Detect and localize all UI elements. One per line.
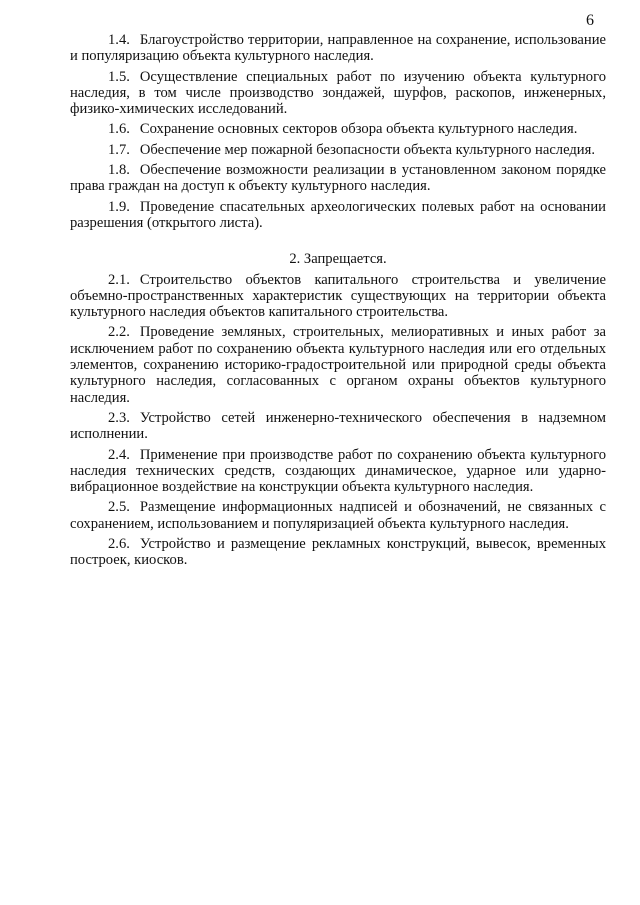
paragraph-text: Обеспечение возможности реализации в установленном законом порядке права граждан на доступ к объекту культурного наследия. — [70, 162, 606, 195]
section-1-list — [70, 32, 606, 231]
paragraph-text: Проведение спасательных археологических полевых работ на основании разрешения (открытого листа). — [70, 198, 606, 231]
paragraph-number: 2.6. — [108, 536, 130, 553]
page-number: 6 — [586, 12, 594, 29]
paragraph-2-4 — [70, 447, 606, 496]
paragraph-1-8 — [70, 162, 606, 195]
paragraph-2-2 — [70, 324, 606, 405]
paragraph-text: Строительство объектов капитального строительства и увеличение объемно-пространственных характеристик существующих на территории объекта культурного наследия объектов капитального строительства. — [70, 271, 606, 321]
paragraph-text: Благоустройство территории, направленное на сохранение, использование и популяризацию объекта культурного наследия. — [70, 32, 606, 65]
paragraph-number: 1.7. — [108, 141, 130, 158]
paragraph-number: 1.8. — [108, 162, 130, 179]
paragraph-text: Проведение земляных, строительных, мелиоративных и иных работ за исключением работ по сохранению объекта культурного наследия или его отдельных элементов, сохранению историко-градостроительной или природной среды объекта культурного наследия, согласованных с органом охраны объектов культурного наследия. — [70, 324, 606, 406]
paragraph-2-5 — [70, 499, 606, 532]
paragraph-number: 1.9. — [108, 198, 130, 215]
section-2-heading: 2. Запрещается. — [289, 251, 387, 268]
paragraph-1-5 — [70, 69, 606, 118]
paragraph-text: Применение при производстве работ по сохранению объекта культурного наследия технических средств, создающих динамическое, ударное или ударно-вибрационное воздействие на конструкции объекта культурного наследия. — [70, 446, 606, 496]
paragraph-1-9 — [70, 199, 606, 232]
section-2-list — [70, 272, 606, 569]
paragraph-2-6 — [70, 536, 606, 569]
paragraph-number: 1.5. — [108, 68, 130, 85]
paragraph-number: 2.4. — [108, 446, 130, 463]
paragraph-2-3 — [70, 410, 606, 443]
paragraph-number: 2.1. — [108, 271, 130, 288]
paragraph-2-1 — [70, 272, 606, 321]
document-body — [70, 32, 606, 573]
paragraph-text: Сохранение основных секторов обзора объекта культурного наследия. — [139, 121, 578, 138]
paragraph-1-6 — [70, 121, 606, 137]
paragraph-1-4 — [70, 32, 606, 65]
paragraph-text: Размещение информационных надписей и обозначений, не связанных с сохранением, использованием и популяризацией объекта культурного наследия. — [70, 499, 606, 532]
paragraph-1-7 — [70, 142, 606, 158]
paragraph-number: 2.5. — [108, 499, 130, 516]
paragraph-number: 2.2. — [108, 324, 130, 341]
paragraph-number: 1.4. — [108, 32, 130, 48]
paragraph-number: 2.3. — [108, 409, 130, 426]
paragraph-text: Обеспечение мер пожарной безопасности объекта культурного наследия. — [139, 141, 595, 158]
paragraph-text: Осуществление специальных работ по изучению объекта культурного наследия, в том числе производство зондажей, шурфов, раскопов, инженерных, физико-химических исследований. — [70, 68, 606, 118]
paragraph-text: Устройство сетей инженерно-технического обеспечения в надземном исполнении. — [70, 409, 606, 443]
paragraph-number: 1.6. — [108, 121, 130, 138]
paragraph-text: Устройство и размещение рекламных конструкций, вывесок, временных построек, киосков. — [70, 536, 606, 569]
